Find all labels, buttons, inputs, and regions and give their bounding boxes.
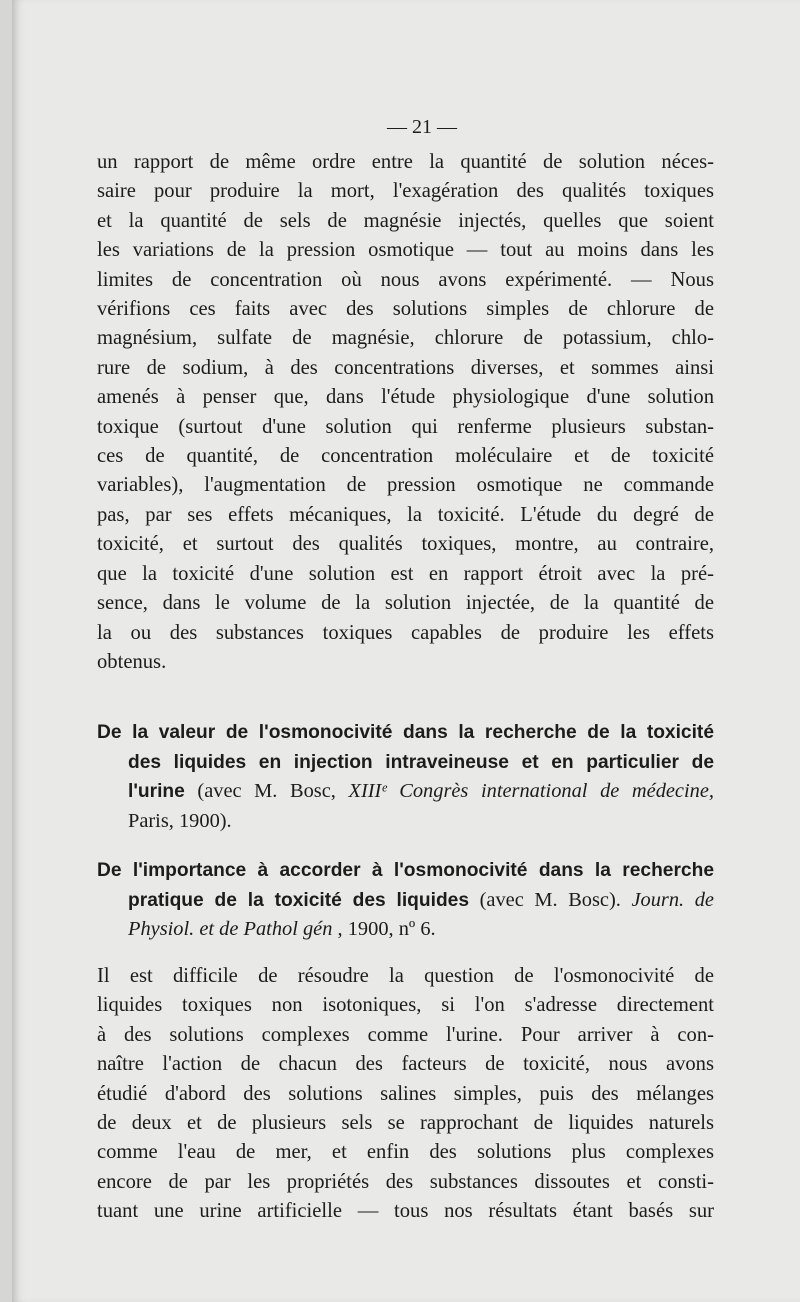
entry-title-line: des liquides en injection intraveineuse et en particulier de bbox=[128, 751, 714, 773]
entry-title-line: De la valeur de l'osmonocivité dans la recherche de la toxicité bbox=[97, 722, 714, 743]
text-line: les variations de la pression osmotique — tout au moins dans les bbox=[97, 239, 714, 262]
text-line: limites de concentration où nous avons expérimenté. — Nous bbox=[97, 268, 714, 291]
entry-year: , 1900, nº 6. bbox=[332, 918, 436, 941]
entry-citation-line: Paris, 1900). bbox=[128, 809, 232, 832]
text-line: tuant une urine artificielle — tous nos résultats étant basés sur bbox=[97, 1200, 714, 1223]
entry-venue: Physiol. et de Pathol gén bbox=[128, 918, 333, 941]
text-line: vérifions ces faits avec des solutions simples de chlorure de bbox=[97, 298, 714, 321]
entry-venue: XIIIᵉ Congrès international de médecine, bbox=[348, 780, 714, 803]
text-line: pas, par ses effets mécaniques, la toxicité. L'étude du degré de bbox=[97, 503, 714, 526]
text-line: liquides toxiques non isotoniques, si l'on s'adresse directement bbox=[97, 994, 714, 1017]
text-line: que la toxicité d'une solution est en rapport étroit avec la pré- bbox=[97, 562, 714, 585]
text-line: obtenus. bbox=[97, 650, 167, 673]
text-line: la ou des substances toxiques capables de produire les effets bbox=[97, 621, 714, 644]
page-number: — 21 — bbox=[387, 116, 457, 138]
text-line: naître l'action de chacun des facteurs de toxicité, nous avons bbox=[97, 1053, 714, 1076]
entry-citation-line bbox=[97, 915, 714, 945]
text-line: comme l'eau de mer, et enfin des solutions plus complexes bbox=[97, 1141, 714, 1164]
entry-citation-line bbox=[97, 777, 714, 807]
book-page bbox=[12, 0, 800, 1302]
text-line: magnésium, sulfate de magnésie, chlorure de potassium, chlo- bbox=[97, 327, 714, 350]
entry-title-line: De l'importance à accorder à l'osmonocivité dans la recherche bbox=[97, 860, 714, 881]
paragraph-2 bbox=[97, 962, 714, 1227]
text-line: Il est difficile de résoudre la question de l'osmonocivité de bbox=[97, 965, 714, 987]
bibliography-entry-1 bbox=[97, 718, 714, 836]
entry-title-end: pratique de la toxicité des liquides bbox=[128, 889, 470, 911]
entry-venue: Journ. de bbox=[631, 888, 714, 911]
text-line: saire pour produire la mort, l'exagération des qualités toxiques bbox=[97, 180, 714, 203]
text-line: encore de par les propriétés des substances dissoutes et consti- bbox=[97, 1170, 714, 1193]
text-line: de deux et de plusieurs sels se rapprochant de liquides naturels bbox=[97, 1112, 714, 1135]
text-line: amenés à penser que, dans l'étude physiologique d'une solution bbox=[97, 386, 714, 409]
bibliography-entry-2 bbox=[97, 856, 714, 945]
text-line: toxicité, et surtout des qualités toxiques, montre, au contraire, bbox=[97, 533, 714, 556]
text-line: rure de sodium, à des concentrations diverses, et sommes ainsi bbox=[97, 356, 714, 379]
text-line: toxique (surtout d'une solution qui renferme plusieurs substan- bbox=[97, 415, 714, 438]
text-line: étudié d'abord des solutions salines simples, puis des mélanges bbox=[97, 1082, 714, 1105]
text-line: à des solutions complexes comme l'urine. Pour arriver à con- bbox=[97, 1023, 714, 1046]
text-line: ces de quantité, de concentration moléculaire et de toxicité bbox=[97, 445, 714, 468]
entry-coauthor: (avec M. Bosc, bbox=[184, 780, 349, 803]
paragraph-1 bbox=[97, 148, 714, 677]
text-line: et la quantité de sels de magnésie injectés, quelles que soient bbox=[97, 209, 714, 232]
entry-coauthor: (avec M. Bosc). bbox=[469, 888, 632, 911]
text-line: variables), l'augmentation de pression osmotique ne commande bbox=[97, 474, 714, 497]
entry-title-end: l'urine bbox=[128, 781, 185, 803]
text-line: un rapport de même ordre entre la quantité de solution néces- bbox=[97, 151, 714, 173]
entry-citation-line bbox=[97, 886, 714, 916]
text-line: sence, dans le volume de la solution injectée, de la quantité de bbox=[97, 592, 714, 615]
